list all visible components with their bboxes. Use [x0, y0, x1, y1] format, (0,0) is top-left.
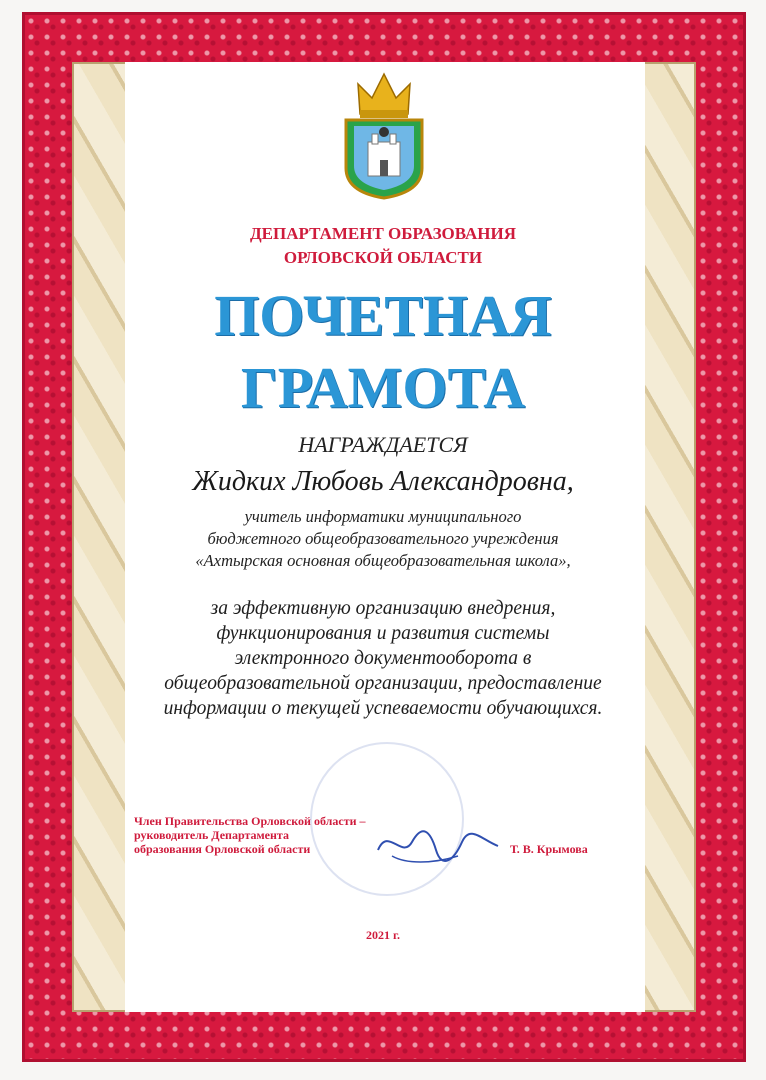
department-line-2: ОРЛОВСКОЙ ОБЛАСТИ	[283, 248, 483, 267]
signer-name: Т. В. Крымова	[510, 842, 588, 856]
certificate-title	[150, 280, 616, 424]
signer-line-2: руководитель Департамента	[134, 828, 289, 842]
reason-line-2: функционирования и развития системы	[216, 623, 550, 644]
recipient-position	[130, 506, 636, 572]
position-line-2: бюджетного общеобразовательного учреждения	[207, 529, 559, 548]
reason-line-3: электронного документооборота в	[234, 648, 532, 669]
recipient-name: Жидких Любовь Александровна,	[192, 466, 574, 497]
signature-icon	[372, 820, 502, 870]
reason-line-4: общеобразовательной организации, предоставление	[164, 673, 602, 694]
issue-year: 2021 г.	[365, 928, 401, 942]
position-line-3: «Ахтырская основная общеобразовательная школа»,	[195, 551, 571, 570]
awarded-label: НАГРАЖДАЕТСЯ	[298, 432, 468, 457]
department-name	[180, 222, 586, 270]
award-reason	[125, 596, 641, 721]
coat-of-arms-icon	[338, 70, 430, 200]
department-line-1: ДЕПАРТАМЕНТ ОБРАЗОВАНИЯ	[249, 224, 517, 243]
position-line-1: учитель информатики муниципального	[244, 507, 522, 526]
signer-line-1: Член Правительства Орловской области –	[134, 814, 366, 828]
signer-title	[134, 814, 404, 856]
title-line-2: ГРАМОТА	[240, 355, 526, 420]
title-line-1: ПОЧЕТНАЯ	[214, 283, 552, 348]
reason-line-1: за эффективную организацию внедрения,	[210, 598, 556, 619]
signer-line-3: образования Орловской области	[134, 842, 311, 856]
reason-line-5: информации о текущей успеваемости обучающихся.	[163, 698, 603, 719]
